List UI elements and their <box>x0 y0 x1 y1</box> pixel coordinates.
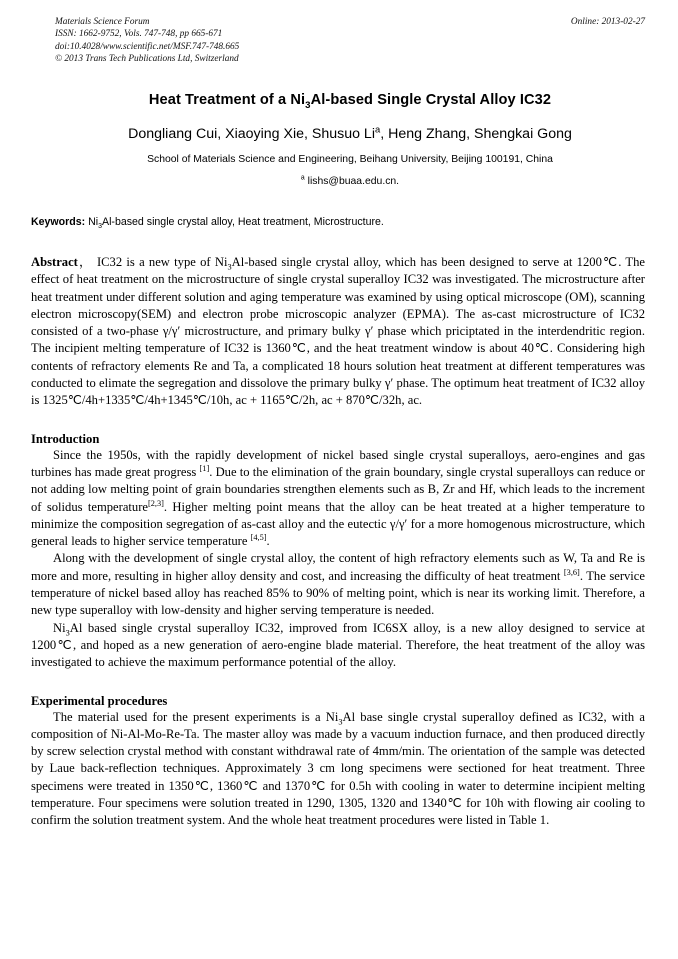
title-text-part2: Al-based Single Crystal Alloy IC32 <box>310 92 552 108</box>
abstract-separator: ， <box>77 255 93 269</box>
abstract-label: Abstract <box>31 255 78 269</box>
introduction-paragraph-1 <box>31 447 645 551</box>
intro-p2-part1: Along with the development of single crystal alloy, the content of high refractory elements such as W, Ta and Re is more and more, resulting in higher alloy density and cost, and increasing the difficulty of heat treatment <box>31 551 645 583</box>
keywords-label: Keywords: <box>31 216 86 228</box>
citation-ref-3: [4,5] <box>250 532 267 542</box>
citation-ref-4: [3,6] <box>563 567 580 577</box>
intro-p1-part2: . Due to the elimination of the grain boundary, single crystal superalloys can reduce or not adding low melting point of grain boundaries strengthen elements such as B, Zr and Hf, which leads to the increment of solidus temperature <box>31 464 646 514</box>
author-list <box>55 126 645 142</box>
keywords-part2: Al-based single crystal alloy, Heat treatment, Microstructure. <box>102 216 384 228</box>
introduction-paragraph-3 <box>31 620 645 672</box>
citation-ref-2: [2,3] <box>148 498 164 508</box>
abstract-text-part2: Al-based single crystal alloy, which has been designed to serve at 1200℃. The effect of heat treatment on the microstructure of single crystal superalloy IC32 was investigated. The microstructure after heat treatment under different solution and aging temperature was examined by using optical microscope (OM), scanning electron microscopy(SEM) and electron probe microscopic analyzer (EPMA). The as-cast microstructure of IC32 consisted of a two-phase γ/γ′ microstructure, and primary bulky γ′ phase which priciptated in the interdendritic region. The incipient melting temperature of IC32 is 1360℃, and the heat treatment window is about 40℃. Considering high contents of refractory elements Re and Ta, a complicated 18 hours solution heat treatment at different temperatures was conducted to elimate the segregation and dissolove the primary bulky γ′ phase. The optimum heat treatment of IC32 alloy is 1325℃/4h+1335℃/4h+1345℃/10h, ac + 1165℃/2h, ac + 870℃/32h, ac. <box>31 255 646 408</box>
title-subscript: 3 <box>305 99 311 111</box>
email-affiliation-marker: a <box>300 174 305 182</box>
section-heading-introduction: Introduction <box>31 431 100 446</box>
journal-masthead <box>55 16 645 68</box>
intro-p1-part1: Since the 1950s, with the rapidly development of nickel based single crystal superalloys, aero-engines and gas turbines has made great progress <box>31 447 645 479</box>
keywords-part1: Ni <box>85 216 99 228</box>
affiliation: School of Materials Science and Engineering, Beihang University, Beijing 100191, China <box>147 154 553 165</box>
email-address: lishs@buaa.edu.cn. <box>307 176 400 187</box>
introduction-paragraph-2 <box>31 550 645 619</box>
experimental-paragraph-1 <box>31 709 645 830</box>
intro-p1-part3: . Higher melting point means that the alloy can be heat treated at a higher temperature to minimize the composition segregation of as-cast alloy and the eutectic γ/γ′ for a more homogenous microstructure, which general leads to higher service temperature <box>31 499 645 549</box>
journal-name: Materials Science Forum <box>55 17 150 27</box>
keywords-line <box>31 216 645 231</box>
intro-p1-part4: . <box>266 534 270 549</box>
corresponding-email <box>55 176 645 187</box>
intro-p2-part2: . The service temperature of nickel based alloy has reached 85% to 90% of melting point, which is near its working limit. Therefore, a new type superalloy with low-density and higher serving temperature is needed. <box>31 568 645 618</box>
exp-p1-subscript: 3 <box>338 717 343 727</box>
exp-p1-part1: The material used for the present experiments is a Ni <box>53 709 339 724</box>
abstract-paragraph <box>31 254 645 410</box>
intro-p3-subscript: 3 <box>65 628 70 638</box>
title-text-part1: Heat Treatment of a Ni <box>148 92 306 108</box>
page-title <box>55 92 645 111</box>
section-heading-experimental: Experimental procedures <box>31 693 168 708</box>
author-affiliation-marker: a <box>374 124 381 135</box>
authors-part2: , Heng Zhang, Shengkai Gong <box>380 126 572 142</box>
intro-p3-part1: Ni <box>53 620 66 635</box>
intro-p3-part2: Al based single crystal superalloy IC32, improved from IC6SX alloy, is a new alloy designed to service at 1200℃, and hoped as a new generation of aero-engine blade material. Therefore, the heat treatment of the alloy was investigated to achieve the maximum performance potential of the alloy. <box>31 620 645 670</box>
journal-copyright: © 2013 Trans Tech Publications Ltd, Switzerland <box>55 54 239 65</box>
journal-issn: ISSN: 1662-9752, Vols. 747-748, pp 665-671 <box>55 29 223 40</box>
journal-doi: doi:10.4028/www.scientific.net/MSF.747-748.665 <box>55 41 240 52</box>
exp-p1-part2: Al base single crystal superalloy defined as IC32, with a composition of Ni-Al-Mo-Re-Ta. The master alloy was made by a vacuum induction furnace, and then produced directly by screw selection crystal method with constant withdrawal rate of 4mm/min. The orientation of the sample was detected by Laue back-reflection techniques. Approximately 3 cm long specimens were sectioned for heat treatment. Three specimens were treated in 1350℃, 1360℃ and 1370℃ for 0.5h with cooling in water to determine incipient melting temperature. Four specimens were solution treated in 1290, 1305, 1320 and 1340℃ for 10h with flowing air cooling to confirm the solution treatment system. And the whole heat treatment procedures were listed in Table 1. <box>31 709 645 828</box>
citation-ref-1: [1] <box>199 463 210 473</box>
keywords-subscript: 3 <box>98 223 103 231</box>
abstract-subscript: 3 <box>227 262 232 272</box>
abstract-text-part1: IC32 is a new type of Ni <box>92 255 228 269</box>
online-date: Online: 2013-02-27 <box>570 17 645 27</box>
authors-part1: Dongliang Cui, Xiaoying Xie, Shusuo Li <box>128 126 375 142</box>
